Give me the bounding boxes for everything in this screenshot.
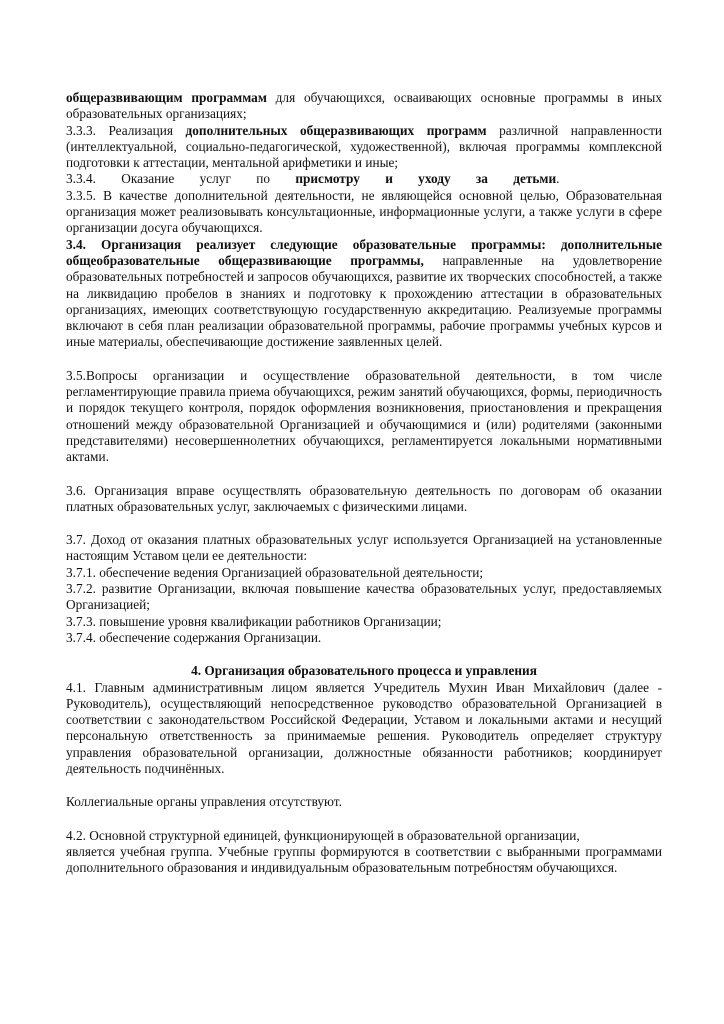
paragraph-3-6: 3.6. Организация вправе осуществлять образовательную деятельность по договорам об оказании платных образовательных услуг, заключаемых с физическими лицами. [66, 482, 662, 514]
section-heading-text: 4. Организация образовательного процесса и управления [191, 663, 537, 679]
bold-term: присмотру и уходу за детьми [295, 171, 557, 187]
paragraph-text: направленные на удовлетворение образовательных потребностей и запросов обучающихся, развитие их творческих способностей, а также на ликвидацию пробелов в знаниях и подготовку к прохождению аттестации в образовательных организациях, имеющих соответствующую государственную аккредитацию. Реализуемые программы включают в себя план реализации образовательной программы, рабочие программы учебных курсов и иные материалы, обеспечивающие достижение заявленных целей. [66, 252, 662, 350]
paragraph-3-3-4 [66, 171, 662, 187]
paragraph-text: . [556, 171, 560, 187]
paragraph-3-3-2-cont [66, 90, 662, 123]
bold-term: общеразвивающим программам [66, 90, 267, 105]
paragraph-3-3-3 [66, 123, 662, 172]
paragraph-collegial-bodies: Коллегиальные органы управления отсутствуют. [66, 794, 342, 810]
section-heading [66, 663, 662, 679]
paragraph-4-1: 4.1. Главным административным лицом является Учредитель Мухин Иван Михайлович (далее - Руководитель), осуществляющий непосредственное руководство образовательной Организацией в соответствии с законодательством Российской Федерации, Уставом и локальными актами и несущий персональную ответственность за принимаемые решения. Руководитель определяет структуру управления образовательной организации, должностные обязанности работников; координирует деятельность подчинённых. [66, 679, 662, 776]
paragraph-3-7-2: 3.7.2. развитие Организации, включая повышение качества образовательных услуг, предоставляемых Организацией; [66, 581, 662, 613]
paragraph-3-7-1: 3.7.1. обеспечение ведения Организацией образовательной деятельности; [66, 564, 484, 580]
paragraph-3-7-3: 3.7.3. повышение уровня квалификации работников Организации; [66, 613, 442, 629]
paragraph-3-5: 3.5.Вопросы организации и осуществление образовательной деятельности, в том числе регламентирующие правила приема обучающихся, режим занятий обучающихся, формы, периодичность и порядок текущего контроля, порядок оформления возникновения, приостановления и прекращения отношений между образовательной Организацией и обучающимися и (или) родителями (законными представителями) несовершеннолетних обучающихся, регламентируется локальными нормативными актами. [66, 367, 662, 465]
paragraph-4-2-line1: 4.2. Основной структурной единицей, функционирующей в образовательной организации, [66, 827, 580, 843]
paragraph-3-3-5: 3.3.5. В качестве дополнительной деятельности, не являющейся основной целью, Образовательная организация может реализовывать консультационные, информационные услуги, а также услуги в сфере организации досуга обучающихся. [66, 187, 662, 236]
paragraph-3-7: 3.7. Доход от оказания платных образовательных услуг используется Организацией на установленные настоящим Уставом цели ее деятельности: [66, 532, 662, 564]
bold-term: 3.4. Организация реализует следующие образовательные программы: дополнительные общеобразовательные общеразвивающие программы, [66, 236, 662, 268]
paragraph-3-7-4: 3.7.4. обеспечение содержания Организации. [66, 629, 322, 645]
paragraph-3-4 [66, 237, 662, 351]
paragraph-text: 3.3.3. Реализация [66, 122, 186, 138]
bold-term: дополнительных общеразвивающих программ [185, 122, 487, 138]
paragraph-text: для обучающихся, осваивающих основные программы в иных образовательных организациях; [66, 90, 662, 122]
paragraph-4-2: является учебная группа. Учебные группы формируются в соответствии с выбранными программами дополнительного образования и индивидуальным образовательным потребностям обучающихся. [66, 843, 662, 876]
paragraph-text: различной направленности (интеллектуальной, социально-педагогической, художественной), включая программы комплексной подготовки к аттестации, ментальной арифметики и иные; [66, 122, 662, 171]
paragraph-text: 3.3.4. Оказание услуг по [66, 171, 296, 187]
